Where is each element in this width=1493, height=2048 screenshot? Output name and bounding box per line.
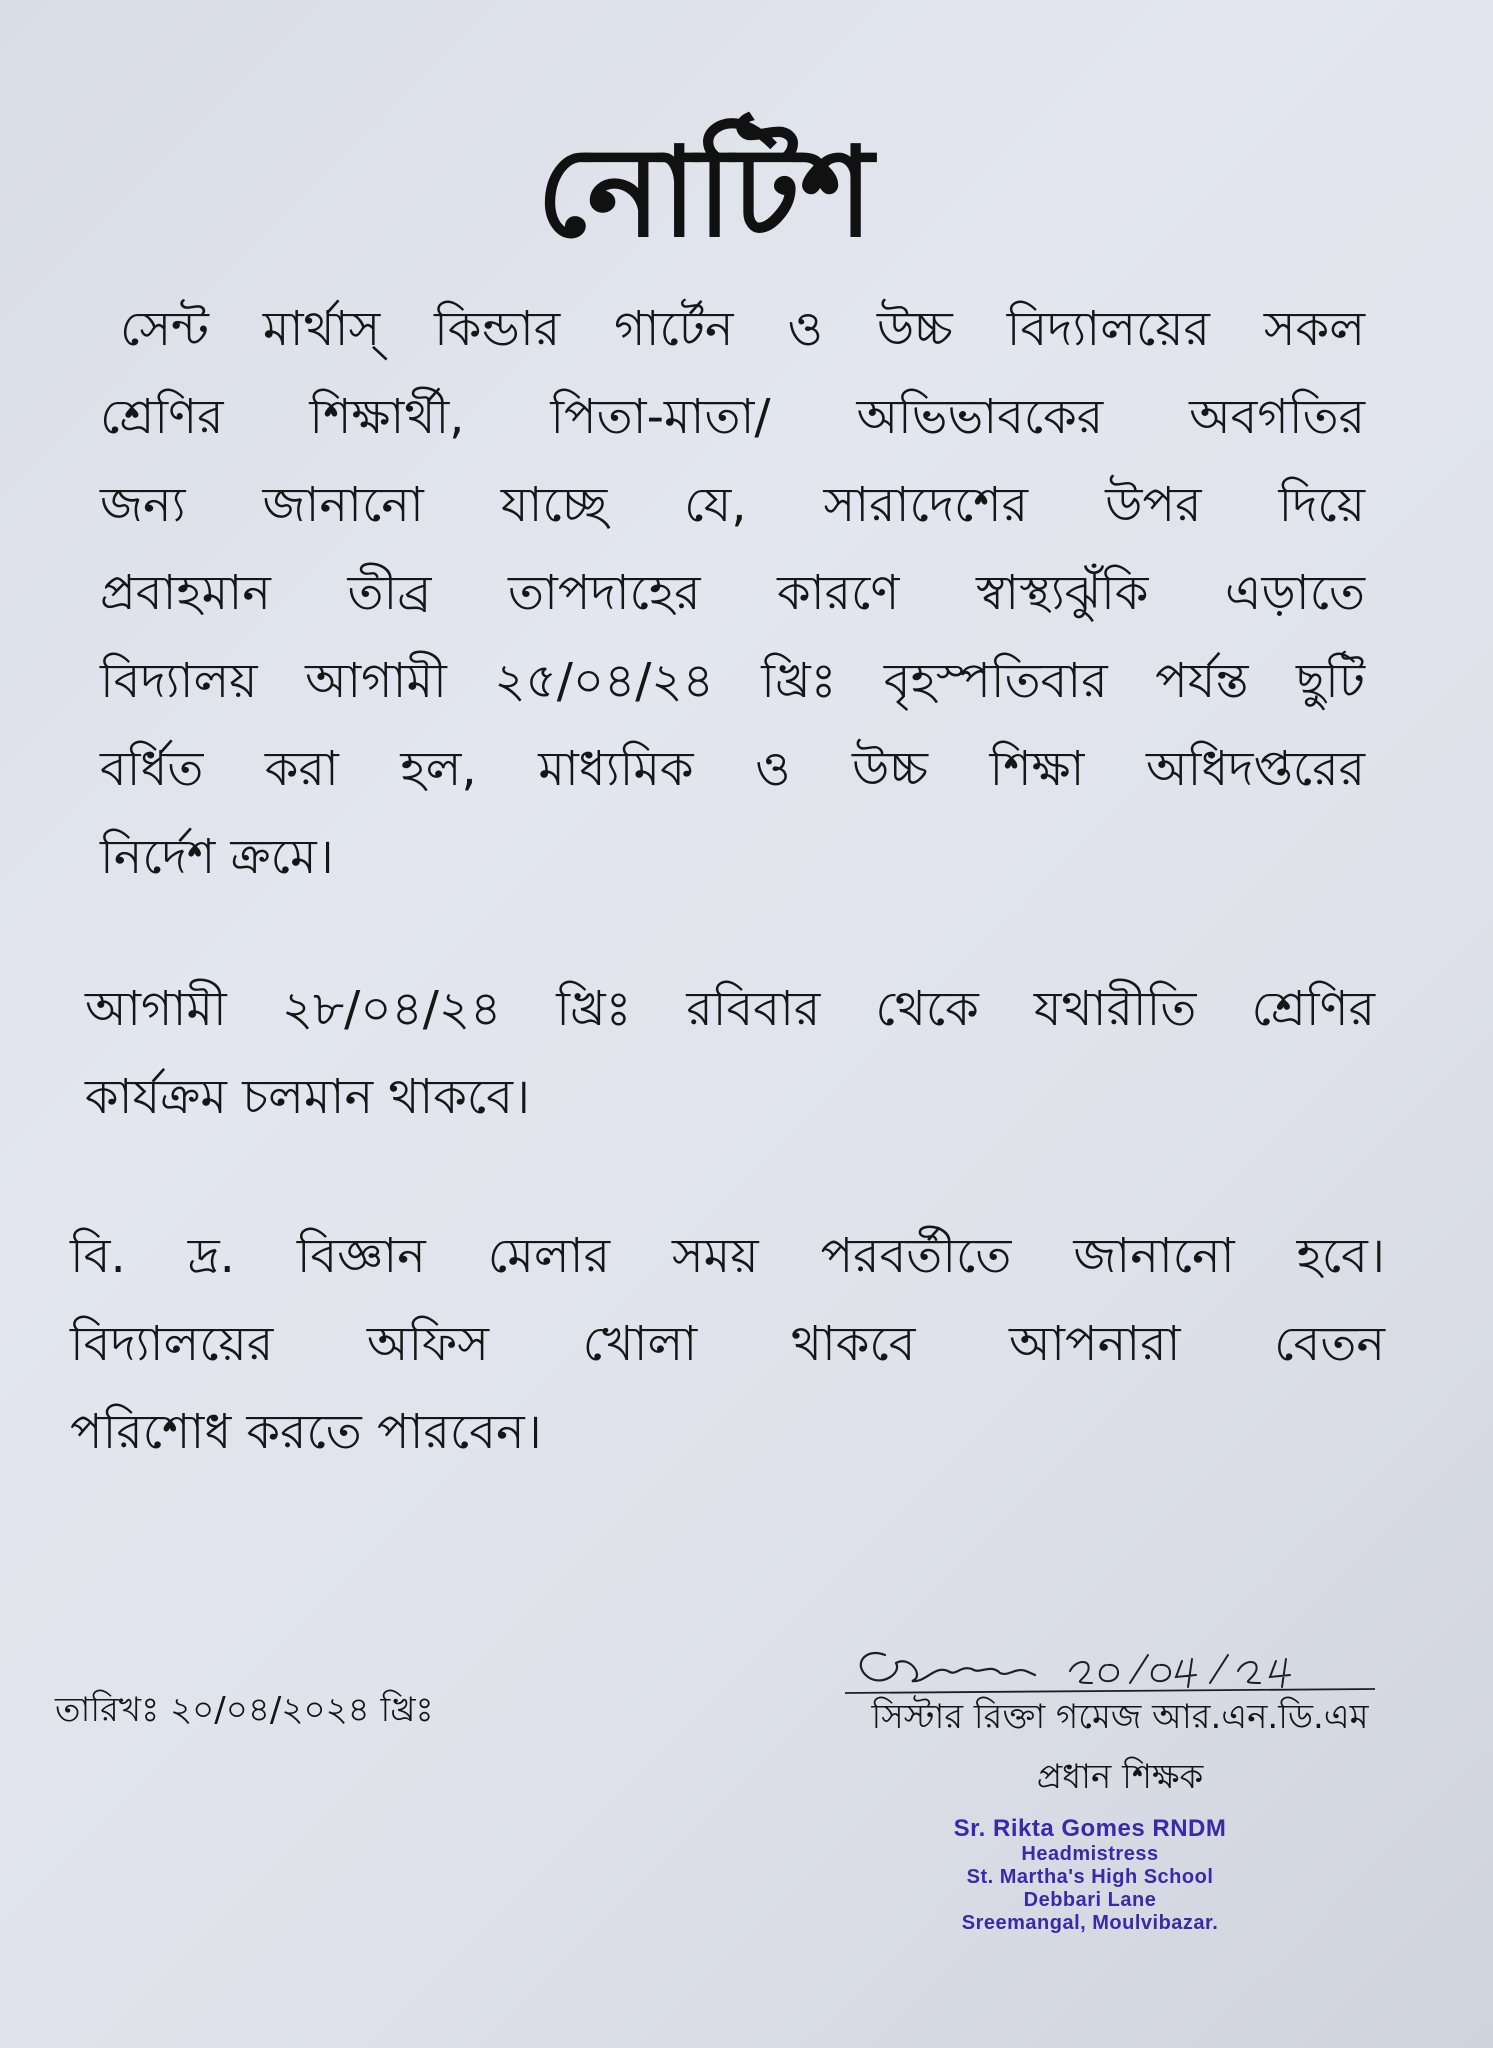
paragraph-line: জন্য জানানো যাচ্ছে যে, সারাদেশের উপর দিয়ে bbox=[100, 477, 1365, 533]
paragraph-line: সেন্ট মার্থাস্ কিন্ডার গার্টেন ও উচ্চ বিদ্যালয়ের সকল bbox=[120, 301, 1365, 357]
notice-paragraph-note bbox=[70, 1212, 1385, 1476]
signatory-role-bengali: প্রধান শিক্ষক bbox=[1036, 1757, 1204, 1797]
signatory-name-bengali: সিস্টার রিক্তা গমেজ আর.এন.ডি.এম bbox=[871, 1697, 1369, 1737]
stamp-school: St. Martha's High School bbox=[966, 1866, 1214, 1888]
paragraph-line: প্রবাহমান তীব্র তাপদাহের কারণে স্বাস্থ্যঝুঁকি এড়াতে bbox=[100, 565, 1365, 621]
notice-paragraph-closure bbox=[100, 285, 1365, 901]
notice-date: তারিখঃ ২০/০৪/২০২৪ খ্রিঃ bbox=[55, 1690, 434, 1730]
paragraph-line: নির্দেশ ক্রমে। bbox=[100, 829, 334, 885]
stamp-name: Sr. Rikta Gomes RNDM bbox=[953, 1815, 1227, 1842]
paragraph-line: আগামী ২৮/০৪/২৪ খ্রিঃ রবিবার থেকে যথারীতি শ্রেণির bbox=[85, 981, 1375, 1037]
notice-paragraph-reopen bbox=[85, 965, 1375, 1141]
notice-title: নোটিশ bbox=[536, 121, 874, 265]
stamp-title: Headmistress bbox=[1021, 1843, 1159, 1865]
school-stamp bbox=[880, 1815, 1300, 1935]
paragraph-line: শ্রেণির শিক্ষার্থী, পিতা-মাতা/ অভিভাবকের অবগতির bbox=[100, 389, 1365, 445]
paragraph-line: পরিশোধ করতে পারবেন। bbox=[70, 1404, 542, 1460]
paragraph-line: কার্যক্রম চলমান থাকবে। bbox=[85, 1069, 531, 1125]
stamp-street: Debbari Lane bbox=[1023, 1889, 1157, 1911]
stamp-city: Sreemangal, Moulvibazar. bbox=[961, 1912, 1219, 1934]
paragraph-line: বিদ্যালয়ের অফিস খোলা থাকবে আপনারা বেতন bbox=[70, 1316, 1385, 1372]
paragraph-line: বি. দ্র. বিজ্ঞান মেলার সময় পরবর্তীতে জানানো হবে। bbox=[70, 1228, 1385, 1284]
paragraph-line: বর্ধিত করা হল, মাধ্যমিক ও উচ্চ শিক্ষা অধিদপ্তরের bbox=[100, 741, 1365, 797]
paragraph-line: বিদ্যালয় আগামী ২৫/০৪/২৪ খ্রিঃ বৃহস্পতিবার পর্যন্ত ছুটি bbox=[100, 653, 1365, 709]
